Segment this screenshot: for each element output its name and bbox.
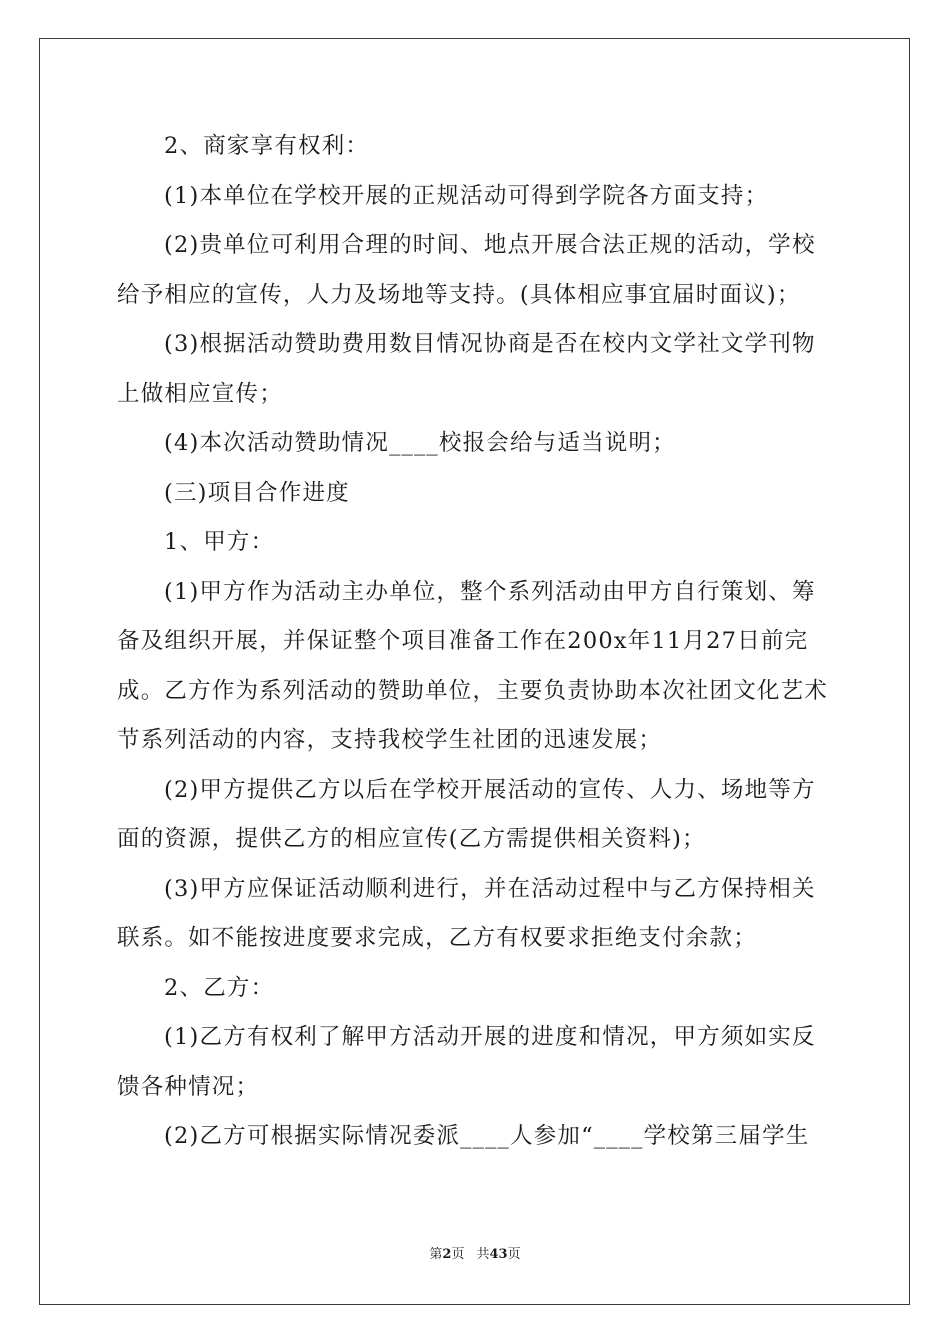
paragraph-line: 面的资源，提供乙方的相应宣传(乙方需提供相关资料)； — [117, 826, 706, 852]
paragraph-line: (3)甲方应保证活动顺利进行，并在活动过程中与乙方保持相关 — [164, 875, 816, 902]
paragraph-line: (3)根据活动赞助费用数目情况协商是否在校内文学社文学刊物 — [164, 331, 816, 357]
paragraph-line: (2)贵单位可利用合理的时间、地点开展合法正规的活动，学校 — [164, 232, 816, 258]
paragraph-line: 备及组织开展，并保证整个项目准备工作在200x年11月27日前完 — [117, 628, 809, 654]
paragraph-line: 给予相应的宣传，人力及场地等支持。(具体相应事宜届时面议)； — [117, 281, 801, 308]
paragraph-line: (1)乙方有权利了解甲方活动开展的进度和情况，甲方须如实反 — [164, 1024, 816, 1050]
section-heading: 2、乙方： — [164, 974, 275, 1001]
paragraph-line: (1)甲方作为活动主办单位，整个系列活动由甲方自行策划、筹 — [164, 578, 816, 605]
paragraph-line: 成。乙方作为系列活动的赞助单位，主要负责协助本次社团文化艺术 — [117, 677, 829, 704]
page-total: 共43页 — [476, 1247, 521, 1262]
paragraph-line: 馈各种情况； — [117, 1073, 260, 1100]
paragraph-line: (4)本次活动赞助情况____校报会给与适当说明； — [164, 430, 676, 456]
section-heading: 2、商家享有权利： — [164, 133, 370, 159]
paragraph-line: (1)本单位在学校开展的正规活动可得到学院各方面支持； — [164, 182, 769, 209]
section-heading: (三)项目合作进度 — [164, 479, 350, 506]
paragraph-line: 节系列活动的内容，支持我校学生社团的迅速发展； — [117, 727, 663, 753]
paragraph-line: (2)乙方可根据实际情况委派____人参加“____学校第三届学生 — [164, 1123, 810, 1149]
paragraph-line: 上做相应宣传； — [117, 380, 283, 407]
page-footer — [0, 1246, 950, 1264]
section-heading: 1、甲方： — [164, 529, 275, 555]
page-number: 第2页 — [429, 1247, 465, 1262]
paragraph-line: (2)甲方提供乙方以后在学校开展活动的宣传、人力、场地等方 — [164, 776, 816, 803]
paragraph-line: 联系。如不能按进度要求完成，乙方有权要求拒绝支付余款； — [117, 925, 757, 951]
document-body — [117, 128, 835, 1168]
